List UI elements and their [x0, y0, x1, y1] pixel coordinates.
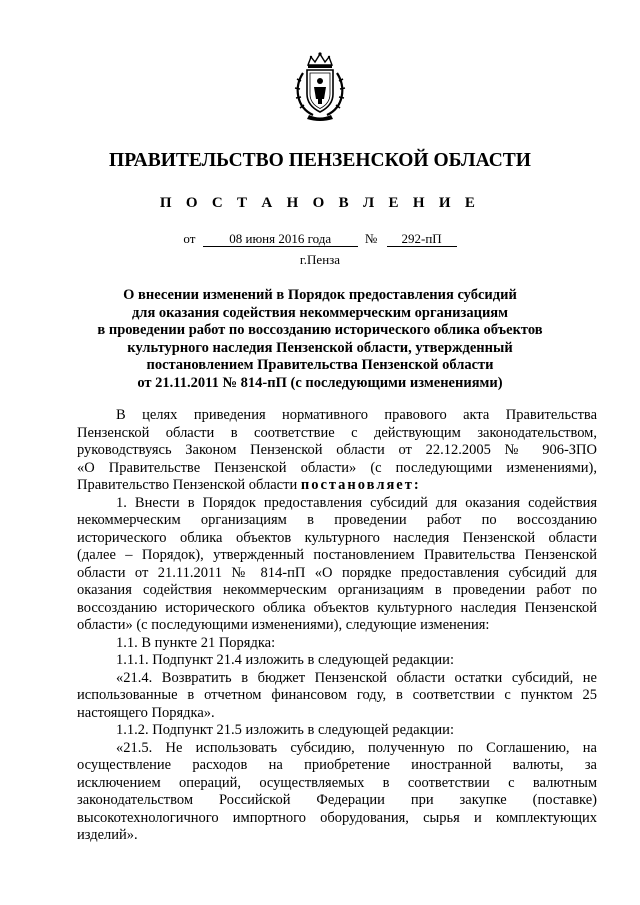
- body-line: исторического облика объектов культурного наследия Пензенской области: [77, 529, 597, 546]
- title-line: постановлением Правительства Пензенской области: [146, 357, 494, 373]
- body-line: руководствуясь Законом Пензенской области от 22.12.2005 № 906-ЗПО: [77, 442, 597, 458]
- government-name: ПРАВИТЕЛЬСТВО ПЕНЗЕНСКОЙ ОБЛАСТИ: [109, 150, 531, 171]
- body-line: некоммерческим организациям в проведении работ по воссозданию: [77, 512, 597, 528]
- body-line: области от 21.11.2011 № 814-пП «О порядке предоставления субсидий для: [77, 564, 597, 581]
- body-line: 1.1. В пункте 21 Порядка:: [116, 634, 276, 651]
- body-line: «О Правительстве Пензенской области» (с последующими изменениями),: [77, 459, 597, 476]
- body-line: [77, 477, 597, 495]
- body-line: использованные в отчетном финансовом году, в соответствии с пунктом 25: [77, 687, 597, 703]
- body-line: В целях приведения нормативного правового акта Правительства: [116, 407, 597, 423]
- body-line: осуществление расходов на приобретение иностранной валюты, за: [77, 757, 597, 773]
- title-line: О внесении изменений в Порядок предоставления субсидий: [123, 287, 517, 303]
- body-line: Пензенской области в соответствие с действующим законодательством,: [77, 424, 597, 441]
- body-line: исключением операций, осуществляемых в соответствии с валютным: [77, 774, 597, 791]
- body-line: (далее – Порядок), утвержденный постановлением Правительства Пензенской: [77, 547, 597, 563]
- body-text: Правительство Пензенской области: [77, 477, 298, 493]
- city: г.Пенза: [299, 252, 341, 267]
- body-line: 1. Внести в Порядок предоставления субсидий для оказания содействия: [116, 494, 597, 511]
- body-line: изделий».: [77, 827, 138, 843]
- decree-date: 08 июня 2016 года: [203, 231, 358, 247]
- title-line: в проведении работ по воссозданию исторического облика объектов: [97, 322, 543, 338]
- body-line: 1.1.2. Подпункт 21.5 изложить в следующей редакции:: [116, 722, 454, 738]
- document-body: [77, 407, 597, 845]
- body-line: воссозданию исторического облика объектов культурного наследия Пензенской: [77, 599, 597, 616]
- body-line: оказания содействия некоммерческим организациям в проведении работ по: [77, 582, 597, 598]
- title-line: от 21.11.2011 № 814-пП (с последующими изменениями): [137, 374, 503, 391]
- document-title: [0, 287, 640, 392]
- coat-of-arms-icon: [291, 51, 349, 121]
- decree-number: 292-пП: [387, 231, 457, 247]
- body-line: высокотехнологичного импортного оборудования, сырья и комплектующих: [77, 809, 597, 826]
- body-line: настоящего Порядка».: [77, 704, 215, 721]
- title-line: для оказания содействия некоммерческим организациям: [131, 304, 509, 321]
- date-number-line: [0, 230, 640, 248]
- body-line: «21.5. Не использовать субсидию, полученную по Соглашению, на: [116, 739, 597, 756]
- title-line: культурного наследия Пензенской области, утвержденный: [127, 339, 513, 356]
- date-prefix: от: [183, 231, 196, 246]
- body-line: области» (с последующими изменениями), следующие изменения:: [77, 617, 490, 633]
- decree-verb: постановляет:: [300, 477, 421, 493]
- body-line: 1.1.1. Подпункт 21.4 изложить в следующей редакции:: [116, 652, 454, 668]
- number-prefix: №: [364, 231, 378, 246]
- body-line: «21.4. Возвратить в бюджет Пензенской области остатки субсидий, не: [116, 669, 597, 686]
- body-line: законодательством Российской Федерации при закупке (поставке): [77, 792, 597, 808]
- document-type: П О С Т А Н О В Л Е Н И Е: [159, 195, 481, 211]
